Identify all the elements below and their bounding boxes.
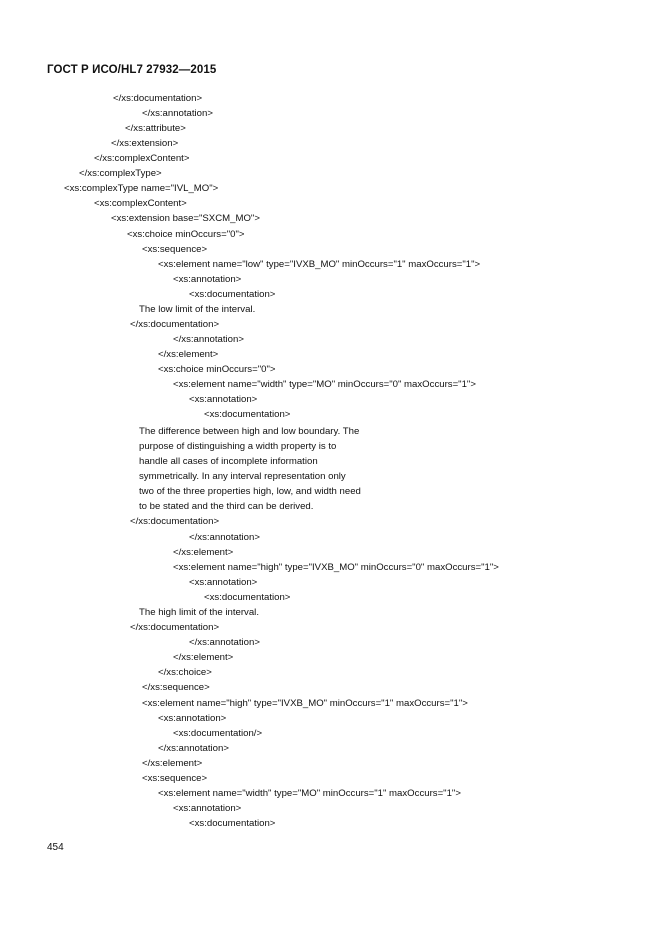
code-line: The low limit of the interval.: [139, 304, 256, 315]
code-line: purpose of distinguishing a width property is to: [139, 441, 337, 452]
code-line: <xs:complexType name="IVL_MO">: [64, 183, 219, 194]
code-line: handle all cases of incomplete information: [139, 456, 318, 467]
code-line: </xs:element>: [142, 758, 203, 769]
code-line: </xs:annotation>: [189, 532, 260, 543]
code-line: two of the three properties high, low, and width need: [139, 486, 361, 497]
code-line: <xs:element name="width" type="MO" minOccurs="1" maxOccurs="1">: [158, 788, 461, 799]
code-line: </xs:element>: [173, 652, 234, 663]
code-line: <xs:sequence>: [142, 244, 208, 255]
code-line: <xs:documentation>: [204, 409, 291, 420]
code-line: </xs:element>: [173, 547, 234, 558]
code-line: <xs:extension base="SXCM_MO">: [111, 213, 260, 224]
page-number: 454: [47, 842, 64, 853]
code-line: </xs:complexContent>: [94, 153, 190, 164]
code-line: </xs:annotation>: [158, 743, 229, 754]
code-line: <xs:annotation>: [189, 394, 258, 405]
code-line: </xs:choice>: [158, 667, 212, 678]
code-line: </xs:documentation>: [130, 622, 220, 633]
code-line: <xs:documentation>: [189, 289, 276, 300]
code-line: </xs:annotation>: [142, 108, 213, 119]
code-line: </xs:documentation>: [113, 93, 203, 104]
code-line: <xs:element name="high" type="IVXB_MO" minOccurs="0" maxOccurs="1">: [173, 562, 499, 573]
code-line: </xs:sequence>: [142, 682, 210, 693]
code-line: </xs:element>: [158, 349, 219, 360]
code-line: <xs:element name="low" type="IVXB_MO" minOccurs="1" maxOccurs="1">: [158, 259, 481, 270]
code-line: <xs:documentation/>: [173, 728, 263, 739]
code-line: <xs:complexContent>: [94, 198, 187, 209]
code-line: <xs:sequence>: [142, 773, 208, 784]
code-line: <xs:element name="high" type="IVXB_MO" minOccurs="1" maxOccurs="1">: [142, 698, 468, 709]
code-line: </xs:documentation>: [130, 319, 220, 330]
code-line: </xs:complexType>: [79, 168, 162, 179]
code-line: <xs:documentation>: [204, 592, 291, 603]
code-line: <xs:annotation>: [158, 713, 227, 724]
code-line: The high limit of the interval.: [139, 607, 259, 618]
code-line: </xs:documentation>: [130, 516, 220, 527]
code-line: </xs:annotation>: [173, 334, 244, 345]
code-line: <xs:choice minOccurs="0">: [127, 229, 245, 240]
code-line: </xs:annotation>: [189, 637, 260, 648]
document-header: ГОСТ Р ИСО/HL7 27932—2015: [47, 64, 217, 76]
code-line: </xs:extension>: [111, 138, 179, 149]
code-line: to be stated and the third can be derived.: [139, 501, 314, 512]
code-line: The difference between high and low boundary. The: [139, 426, 360, 437]
code-line: symmetrically. In any interval representation only: [139, 471, 346, 482]
code-line: <xs:annotation>: [189, 577, 258, 588]
code-line: <xs:choice minOccurs="0">: [158, 364, 276, 375]
code-line: <xs:annotation>: [173, 803, 242, 814]
code-line: <xs:element name="width" type="MO" minOccurs="0" maxOccurs="1">: [173, 379, 476, 390]
code-line: </xs:attribute>: [125, 123, 186, 134]
code-line: <xs:documentation>: [189, 818, 276, 829]
code-line: <xs:annotation>: [173, 274, 242, 285]
